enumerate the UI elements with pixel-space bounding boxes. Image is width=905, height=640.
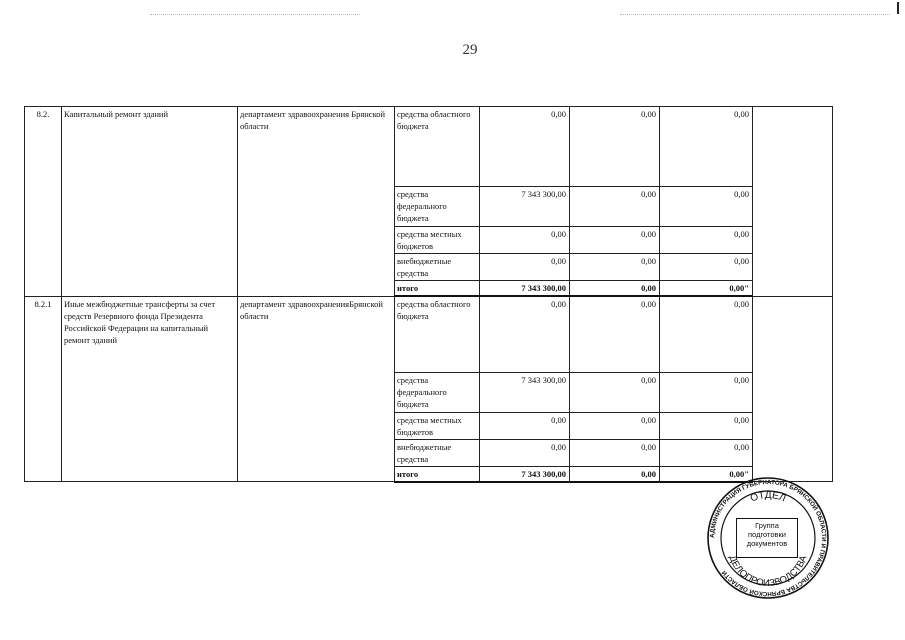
stamp-ring-text: АДМИНИСТРАЦИЯ ГУБЕРНАТОРА БРЯНСКОЙ ОБЛАСТИ И ПРАВИТЕЛЬСТВА БРЯНСКОЙ ОБЛАСТИ: [708, 478, 828, 598]
amount-3: 0,00: [660, 412, 753, 439]
stamp-inner-box: [736, 518, 798, 558]
empty-cell: [753, 296, 833, 482]
amount-2: 0,00: [570, 439, 660, 466]
stamp-box-line: Группа: [755, 521, 779, 530]
item-name: Иные межбюджетные трансферты за счет средств Резервного фонда Президента Российской Федерации на капитальный ремонт зданий: [62, 296, 238, 482]
funding-source: средства областного бюджета: [395, 296, 480, 372]
stamp-box-line: подготовки: [748, 530, 786, 539]
amount-3: 0,00: [660, 296, 753, 372]
stamp-box-line: документов: [746, 539, 788, 548]
amount-2: 0,00: [570, 227, 660, 254]
amount-2: 0,00: [570, 187, 660, 227]
amount-3: 0,00: [660, 187, 753, 227]
table-row: [25, 296, 833, 372]
amount-2: 0,00: [570, 254, 660, 281]
amount-1-total: 7 343 300,00: [480, 281, 570, 297]
funding-source: средства федерального бюджета: [395, 187, 480, 227]
amount-1: 7 343 300,00: [480, 372, 570, 412]
funding-source-total: итого: [395, 466, 480, 482]
item-executor: департамент здравоохраненияБрянской области: [238, 296, 395, 482]
item-number: 8.2.: [25, 107, 62, 297]
amount-3: 0,00: [660, 107, 753, 187]
amount-1: 0,00: [480, 227, 570, 254]
amount-2: 0,00: [570, 372, 660, 412]
page-number: 29: [462, 42, 478, 58]
item-name: Капитальный ремонт зданий: [62, 107, 238, 297]
amount-2: 0,00: [570, 296, 660, 372]
amount-3-total: 0,00": [660, 281, 753, 297]
amount-3-total: 0,00": [660, 466, 753, 482]
amount-2-total: 0,00: [570, 281, 660, 297]
amount-1: 0,00: [480, 107, 570, 187]
amount-1: 0,00: [480, 254, 570, 281]
amount-2-total: 0,00: [570, 466, 660, 482]
amount-3: 0,00: [660, 254, 753, 281]
funding-source-total: итого: [395, 281, 480, 297]
funding-source: средства местных бюджетов: [395, 412, 480, 439]
funding-source: средства федерального бюджета: [395, 372, 480, 412]
scan-corner-mark: [897, 2, 899, 14]
amount-1-total: 7 343 300,00: [480, 466, 570, 482]
amount-3: 0,00: [660, 227, 753, 254]
empty-cell: [753, 107, 833, 297]
svg-text:ОТДЕЛ: [749, 490, 787, 505]
stamp-arc-bottom: ДЕЛОПРОИЗВОДСТВА: [726, 554, 810, 590]
amount-1: 0,00: [480, 439, 570, 466]
funding-source: средства областного бюджета: [395, 107, 480, 187]
amount-2: 0,00: [570, 412, 660, 439]
item-executor: департамент здравоохранения Брянской области: [238, 107, 395, 297]
amount-3: 0,00: [660, 439, 753, 466]
scan-dotted-line: [150, 14, 360, 16]
amount-1: 0,00: [480, 296, 570, 372]
scan-dotted-line: [620, 14, 890, 16]
table-row: [25, 107, 833, 187]
funding-source: средства местных бюджетов: [395, 227, 480, 254]
budget-table: [24, 106, 833, 483]
amount-3: 0,00: [660, 372, 753, 412]
amount-2: 0,00: [570, 107, 660, 187]
funding-source: внебюджетные средства: [395, 439, 480, 466]
funding-source: внебюджетные средства: [395, 254, 480, 281]
amount-1: 0,00: [480, 412, 570, 439]
item-number: 8.2.1: [25, 296, 62, 482]
amount-1: 7 343 300,00: [480, 187, 570, 227]
stamp-arc-top: ОТДЕЛ: [748, 489, 788, 505]
